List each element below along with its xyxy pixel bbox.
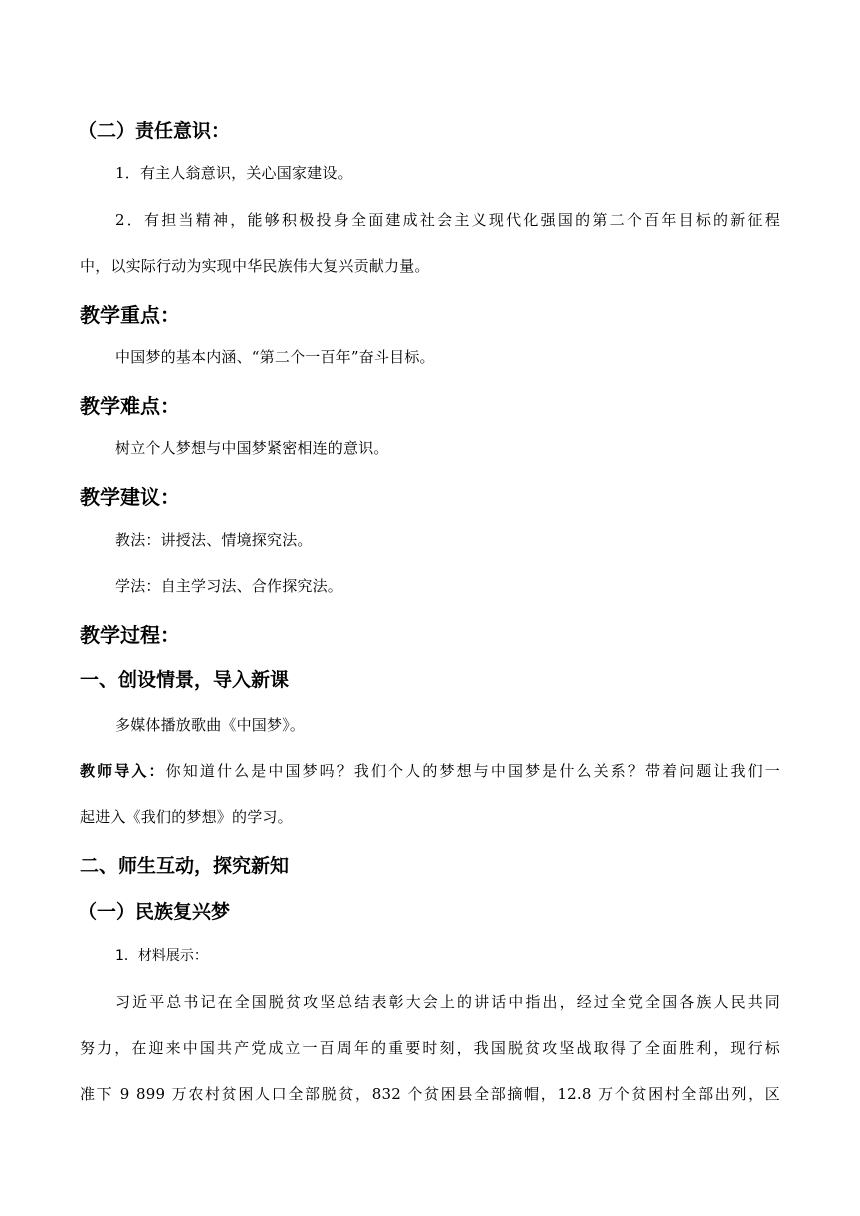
teacher-intro-line-2: 起进入《我们的梦想》的学习。 — [80, 808, 293, 826]
teacher-intro-line-1 — [80, 760, 780, 781]
heading-difficulties: 教学难点： — [80, 394, 180, 418]
responsibility-item-2-line-1: 2．有担当精神，能够积极投身全面建成社会主义现代化强国的第二个百年目标的新征程 — [115, 211, 780, 229]
heading-process: 教学过程： — [80, 623, 180, 647]
material-line-3: 准下 9 899 万农村贫困人口全部脱贫，832 个贫困县全部摘帽，12.8 万个贫困村全部出列，区 — [80, 1085, 780, 1103]
heading-suggestions: 教学建议： — [80, 485, 180, 509]
heading-sub-1: （一）民族复兴梦 — [78, 901, 231, 923]
difficulties-text: 树立个人梦想与中国梦紧密相连的意识。 — [115, 439, 389, 457]
responsibility-item-1: 1．有主人翁意识，关心国家建设。 — [115, 164, 353, 182]
heading-step-1: 一、创设情景，导入新课 — [80, 669, 290, 691]
key-points-text: 中国梦的基本内涵、“第二个一百年”奋斗目标。 — [115, 348, 435, 366]
heading-step-2: 二、师生互动，探究新知 — [80, 855, 290, 877]
material-line-1: 习近平总书记在全国脱贫攻坚总结表彰大会上的讲话中指出，经过全党全国各族人民共同 — [115, 993, 780, 1011]
material-label: 1．材料展示： — [115, 948, 208, 964]
teacher-intro-label: 教师导入： — [80, 762, 166, 780]
teaching-method-text: 教法：讲授法、情境探究法。 — [115, 531, 313, 549]
heading-key-points: 教学重点： — [80, 303, 180, 327]
material-line-2: 努力，在迎来中国共产党成立一百周年的重要时刻，我国脱贫攻坚战取得了全面胜利，现行标 — [80, 1039, 780, 1057]
teacher-intro-text: 你知道什么是中国梦吗？我们个人的梦想与中国梦是什么关系？带着问题让我们一 — [165, 762, 780, 780]
step-1-media-text: 多媒体播放歌曲《中国梦》。 — [115, 716, 306, 734]
heading-responsibility: （二）责任意识： — [78, 120, 231, 142]
learning-method-text: 学法：自主学习法、合作探究法。 — [115, 577, 344, 595]
responsibility-item-2-line-2: 中，以实际行动为实现中华民族伟大复兴贡献力量。 — [80, 257, 430, 275]
